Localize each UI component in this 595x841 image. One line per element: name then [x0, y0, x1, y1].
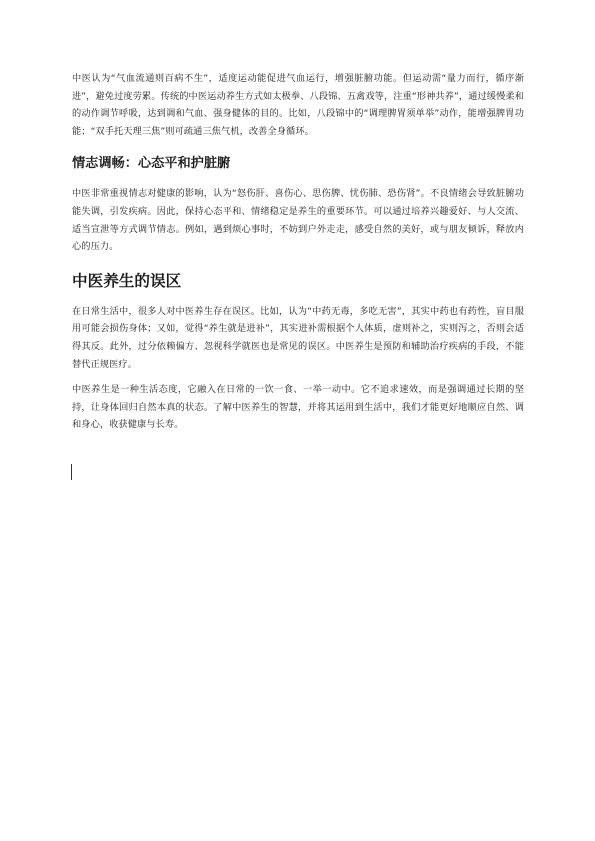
document-body[interactable]: [72, 70, 524, 434]
paragraph-conclusion: 中医养生是一种生活态度，它融入在日常的一饮一食、一举一动中。它不追求速效，而是强调通过长期的坚持，让身体回归自然本真的状态。了解中医养生的智慧，并将其运用到生活中，我们才能更好地顺应自然、调和身心，收获健康与长寿。: [72, 384, 524, 431]
heading-emotion-regulation: 情志调畅：心态平和护脏腑: [72, 156, 231, 172]
heading-misconceptions: 中医养生的误区: [72, 271, 182, 290]
paragraph-exercise: 中医认为“气血流通则百病不生”，适度运动能促进气血运行，增强脏腑功能。但运动需“量力而行，循序渐进”，避免过度劳累。传统的中医运动养生方式如太极拳、八段锦、五禽戏等，注重“形神共养”，通过缓慢柔和的动作调节呼吸，达到调和气血、强身健体的目的。比如，八段锦中的“调理脾胃须单举”动作，能增强脾胃功能；“双手托天理三焦”则可疏通三焦气机，改善全身循环。: [72, 73, 524, 137]
text-cursor[interactable]: [71, 464, 72, 480]
paragraph-emotion: 中医非常重视情志对健康的影响，认为“怒伤肝、喜伤心、思伤脾、忧伤肺、恐伤肾”。不良情绪会导致脏腑功能失调，引发疾病。因此，保持心态平和、情绪稳定是养生的重要环节。可以通过培养兴趣爱好、与人交流、适当宣泄等方式调节情志。例如，遇到烦心事时，不妨到户外走走，感受自然的美好，或与朋友倾诉，释放内心的压力。: [72, 188, 524, 253]
paragraph-misconceptions: 在日常生活中，很多人对中医养生存在误区。比如，认为“中药无毒，多吃无害”，其实中药也有药性，盲目服用可能会损伤身体；又如，觉得“养生就是进补”，其实进补需根据个人体质，虚则补之，实则泻之，否则会适得其反。此外，过分依赖偏方、忽视科学就医也是常见的误区。中医养生是预防和辅助治疗疾病的手段，不能替代正规医疗。: [72, 305, 524, 370]
